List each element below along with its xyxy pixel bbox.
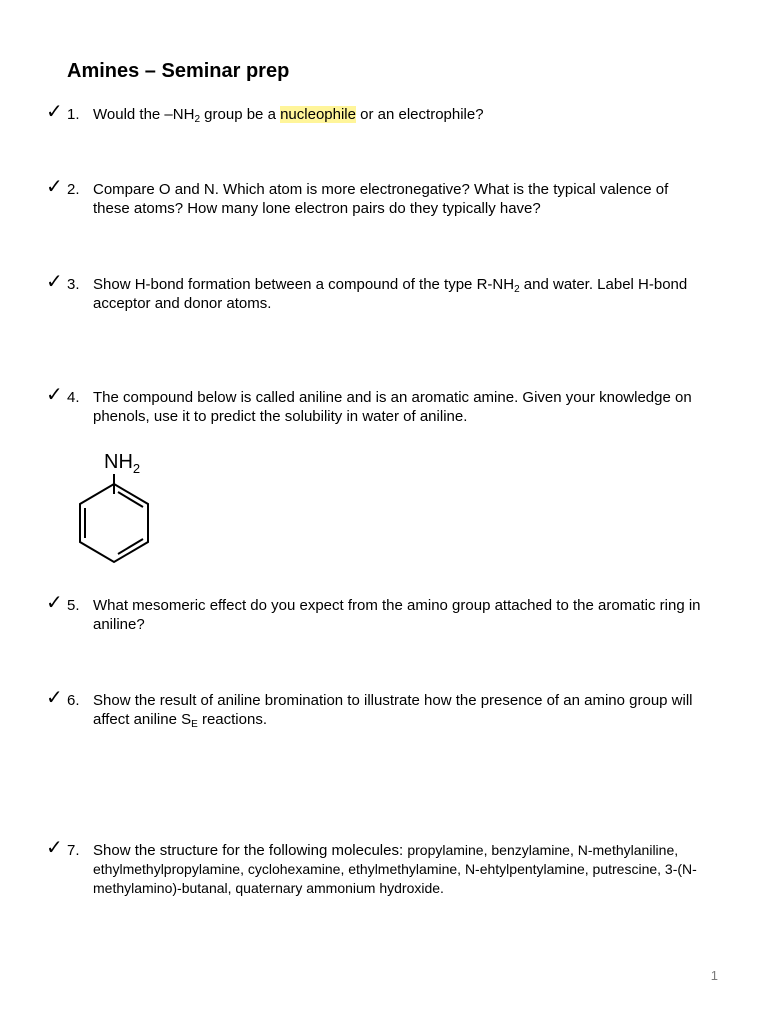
question-text: Show the result of aniline bromination to illustrate how the presence of an amino group will affect aniline $S_E$ reactions. [93, 692, 693, 730]
checkmark-icon: ✓ [46, 685, 63, 709]
amino-group-label: $NH_2$ [104, 451, 141, 476]
question-text: Would the $-NH_2$ group be a nucleophile or an electrophile? [93, 106, 484, 125]
question-text: Show H-bond formation between a compound of the type $R-NH_2$ and water. Label H-bond acceptor and donor atoms. [93, 276, 688, 312]
page-title: Amines – Seminar prep [67, 60, 290, 82]
highlighted-word: nucleophile [280, 106, 356, 123]
question-number: 3. [67, 276, 80, 293]
question-text: Compare O and N. Which atom is more electronegative? What is the typical valence of these atoms? How many lone electron pairs do they typically have? [93, 181, 669, 217]
benzene-ring [80, 484, 148, 562]
checkmark-icon: ✓ [46, 99, 63, 123]
page-number: 1 [710, 968, 718, 983]
aniline-structure [74, 448, 164, 564]
question-number: 2. [67, 181, 80, 198]
question-text: The compound below is called aniline and is an aromatic amine. Given your knowledge on phenols, use it to predict the solubility in water of aniline. [93, 389, 692, 425]
question-text: Show the structure for the following molecules: propylamine, benzylamine, N-methylaniline, ethylmethylpropylamine, cyclohexamine, ethylmethylamine, N-ehtylpentylamine, putrescine, 3-(N-methylamino)-butanal, quaternary ammonium hydroxide. [93, 842, 697, 896]
checkmark-icon: ✓ [46, 382, 63, 406]
question-number: 7. [67, 842, 80, 859]
checkmark-icon: ✓ [46, 590, 63, 614]
molecule-list: propylamine, benzylamine, N-methylaniline, ethylmethylpropylamine, cyclohexamine, ethylmethylamine, N-ehtylpentylamine, putrescine, 3-(N-methylamino)-butanal, quaternary ammonium hydroxide. [93, 842, 697, 896]
question-number: 4. [67, 389, 80, 406]
question-number: 5. [67, 597, 80, 614]
question-number: 1. [67, 106, 80, 123]
checkmark-icon: ✓ [46, 269, 63, 293]
checkmark-icon: ✓ [46, 174, 63, 198]
checkmark-icon: ✓ [46, 835, 63, 859]
question-text: What mesomeric effect do you expect from the amino group attached to the aromatic ring in aniline? [93, 597, 701, 633]
question-number: 6. [67, 692, 80, 709]
